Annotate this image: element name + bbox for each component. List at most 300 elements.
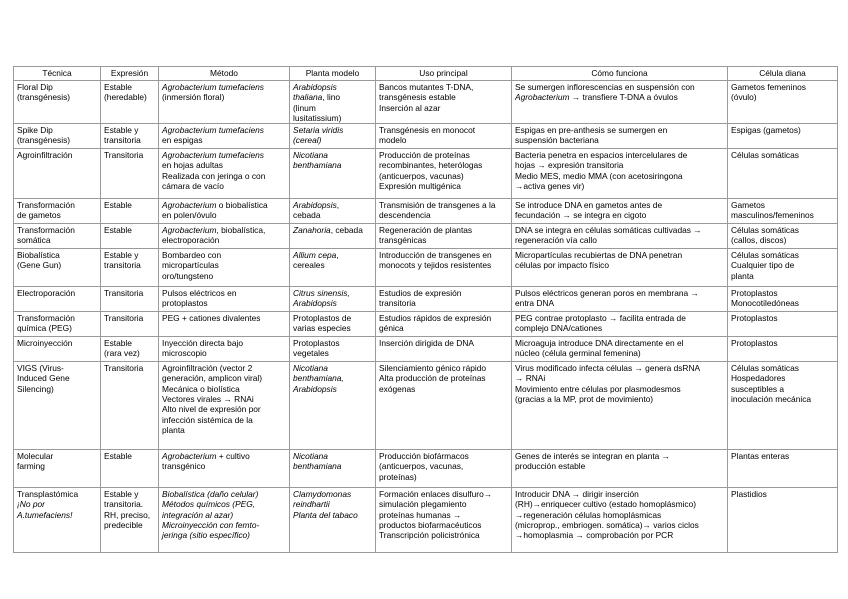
table-cell-metodo	[159, 81, 290, 124]
cell-text: lusitatissium)	[293, 112, 342, 123]
cell-line	[293, 113, 372, 123]
cell-text: Estable	[104, 82, 132, 92]
table-cell-celula-diana	[728, 124, 838, 149]
table-row	[14, 287, 838, 312]
table-cell-uso-principal	[376, 249, 512, 287]
cell-line	[731, 384, 834, 394]
cell-line	[162, 510, 286, 520]
cell-line	[162, 271, 286, 281]
header-planta-modelo: Planta modelo	[290, 67, 376, 81]
cell-text: Gametos	[731, 200, 765, 211]
cell-line	[515, 348, 724, 358]
table-cell-celula-diana	[728, 199, 838, 224]
cell-line	[379, 384, 508, 394]
cell-line	[379, 135, 508, 145]
table-cell-expresion	[101, 362, 159, 450]
cell-text: varias especies	[293, 323, 351, 334]
cell-line	[17, 313, 97, 323]
cell-text: Alta producción de proteínas	[379, 373, 486, 384]
cell-text: Espigas en pre-anthesis se sumergen en	[515, 125, 668, 136]
cell-text: Regeneración de plantas	[379, 225, 473, 236]
cell-text: protoplastos	[162, 298, 208, 309]
cell-text: Cualquier tipo de	[731, 260, 795, 271]
cell-line	[731, 92, 834, 102]
cell-line	[379, 363, 508, 373]
cell-text: infección sistémica de la	[162, 414, 253, 425]
cell-line	[379, 150, 508, 160]
cell-text: proteínas)	[379, 471, 417, 482]
cell-line	[162, 235, 286, 245]
cell-text: Nicotiana	[293, 451, 328, 462]
cell-line	[515, 510, 724, 520]
cell-text: Transformación	[17, 200, 75, 211]
cell-line	[379, 92, 508, 102]
cell-text: Métodos químicos (PEG,	[162, 499, 256, 510]
cell-line	[17, 373, 97, 383]
cell-line	[104, 135, 155, 145]
table-cell-expresion	[101, 287, 159, 312]
table-cell-planta-modelo	[290, 81, 376, 124]
cell-line	[293, 499, 372, 509]
cell-line	[293, 200, 372, 210]
cell-text: simulación plegamiento	[379, 499, 467, 510]
cell-text: (linum	[293, 102, 316, 113]
cell-line	[104, 348, 155, 358]
table-cell-celula-diana	[728, 488, 838, 553]
cell-line	[515, 394, 724, 404]
cell-line	[162, 451, 286, 461]
cell-line	[293, 451, 372, 461]
cell-text: exógenas	[379, 383, 416, 394]
cell-line	[104, 338, 155, 348]
techniques-table-sheet	[13, 66, 837, 553]
cell-text: Transmisión de transgenes a la	[379, 200, 496, 211]
cell-text: (heredable)	[104, 92, 147, 103]
cell-text: Bacteria penetra en espacios intercelulares de	[515, 150, 688, 161]
cell-line	[293, 373, 372, 383]
cell-line	[731, 125, 834, 135]
cell-line	[515, 451, 724, 461]
cell-text: Bombardeo con	[162, 250, 222, 261]
table-cell-planta-modelo	[290, 249, 376, 287]
cell-text: Gametos femeninos	[731, 82, 806, 92]
cell-line	[162, 520, 286, 530]
table-cell-como-funciona	[512, 224, 728, 249]
cell-line	[379, 260, 508, 270]
cell-line	[731, 250, 834, 260]
table-cell-celula-diana	[728, 81, 838, 124]
cell-text: Células somáticas	[731, 225, 799, 236]
cell-text: complejo DNA/cationes	[515, 323, 603, 334]
cell-text: →homoplasmia → comprobación por PCR	[515, 530, 674, 541]
cell-line	[162, 82, 286, 92]
table-cell-uso-principal	[376, 199, 512, 224]
header-expresion: Expresión	[101, 67, 159, 81]
cell-line	[104, 92, 155, 102]
table-cell-metodo	[159, 362, 290, 450]
cell-text: jeringa (sitio específico)	[162, 530, 250, 541]
cell-line	[731, 235, 834, 245]
cell-text: suspensión bacteriana	[515, 135, 599, 146]
cell-text: micropartículas	[162, 260, 219, 271]
cell-text: transitoria	[104, 135, 141, 146]
cell-text: Zanahoria	[293, 225, 331, 236]
cell-line	[379, 181, 508, 191]
cell-line	[379, 451, 508, 461]
table-cell-como-funciona	[512, 312, 728, 337]
cell-text: (callos, discos)	[731, 235, 787, 246]
cell-text: planta	[162, 424, 185, 435]
cell-text: Transformación	[17, 313, 75, 324]
cell-line	[515, 338, 724, 348]
cell-text: DNA se integra en células somáticas cultivadas →	[515, 225, 702, 236]
table-cell-planta-modelo	[290, 124, 376, 149]
cell-text: Introducción de transgenes en	[379, 250, 492, 261]
cell-text: microscopio	[162, 348, 207, 359]
cell-line	[17, 150, 97, 160]
cell-text: Estudios de expresión	[379, 288, 462, 299]
cell-line	[104, 225, 155, 235]
cell-line	[104, 260, 155, 270]
cell-line	[293, 260, 372, 270]
table-cell-metodo	[159, 337, 290, 362]
table-cell-planta-modelo	[290, 450, 376, 488]
cell-text: Arabidopsis	[293, 383, 337, 394]
table-cell-metodo	[159, 450, 290, 488]
table-cell-metodo	[159, 287, 290, 312]
cell-line	[162, 181, 286, 191]
cell-line	[731, 271, 834, 281]
cell-text: Agrobacterium	[162, 451, 217, 462]
table-cell-como-funciona	[512, 362, 728, 450]
cell-text: →activa genes vir)	[515, 181, 585, 192]
cell-text: (Gene Gun)	[17, 260, 62, 271]
cell-text: generación, amplicon viral)	[162, 373, 263, 384]
cell-line	[731, 373, 834, 383]
cell-line	[162, 250, 286, 260]
cell-line	[162, 260, 286, 270]
cell-line	[515, 92, 724, 102]
cell-line	[379, 520, 508, 530]
cell-line	[17, 82, 97, 92]
cell-line	[379, 125, 508, 135]
table-cell-expresion	[101, 124, 159, 149]
cell-line	[515, 210, 724, 220]
table-cell-metodo	[159, 224, 290, 249]
cell-text: transitoria.	[104, 499, 144, 510]
cell-text: reindhartii	[293, 499, 330, 510]
cell-line	[515, 181, 724, 191]
cell-line	[293, 461, 372, 471]
table-cell-como-funciona	[512, 337, 728, 362]
cell-line	[162, 404, 286, 414]
table-cell-tecnica	[14, 199, 101, 224]
table-cell-uso-principal	[376, 312, 512, 337]
cell-line	[515, 323, 724, 333]
table-cell-expresion	[101, 249, 159, 287]
cell-text: electroporación	[162, 235, 220, 246]
cell-line	[731, 489, 834, 499]
table-row	[14, 488, 838, 553]
cell-line	[162, 348, 286, 358]
table-cell-planta-modelo	[290, 224, 376, 249]
cell-line	[162, 530, 286, 540]
cell-line	[731, 313, 834, 323]
cell-line	[515, 225, 724, 235]
cell-text: Micropartículas recubiertas de DNA penetran	[515, 250, 683, 261]
cell-line	[293, 313, 372, 323]
table-cell-celula-diana	[728, 450, 838, 488]
cell-text: Inserción dirigida de DNA	[379, 338, 474, 349]
cell-text: Agrobacterium tumefaciens	[162, 125, 264, 136]
cell-line	[379, 225, 508, 235]
cell-line	[293, 125, 372, 135]
cell-text-suffix: o biobalística	[216, 200, 268, 211]
cell-text: Estable	[104, 200, 132, 211]
cell-line	[104, 250, 155, 260]
cell-text: (inmersión floral)	[162, 92, 225, 103]
table-cell-celula-diana	[728, 149, 838, 199]
cell-text: Protoplastos	[731, 313, 778, 324]
cell-line	[162, 499, 286, 509]
cell-line	[17, 510, 97, 520]
cell-text: en polen/óvulo	[162, 210, 217, 221]
table-cell-tecnica	[14, 81, 101, 124]
cell-text: (transgénesis)	[17, 92, 71, 103]
cell-line	[515, 160, 724, 170]
cell-text: Biobalística (daño celular)	[162, 489, 259, 500]
table-cell-metodo	[159, 149, 290, 199]
cell-line	[379, 210, 508, 220]
cell-line	[104, 82, 155, 92]
cell-line	[17, 363, 97, 373]
cell-text: (anticuerpos, vacunas,	[379, 461, 464, 472]
cell-text: thaliana	[293, 92, 323, 103]
cell-line	[104, 288, 155, 298]
table-cell-celula-diana	[728, 287, 838, 312]
cell-text: Microinyección	[17, 338, 73, 349]
cell-text: PEG + cationes divalentes	[162, 313, 261, 324]
cell-line	[731, 260, 834, 270]
cell-text: Transplastómica	[17, 489, 79, 500]
cell-line	[162, 125, 286, 135]
cell-line	[162, 338, 286, 348]
table-cell-como-funciona	[512, 149, 728, 199]
cell-line	[515, 461, 724, 471]
cell-line	[731, 288, 834, 298]
cell-text: Planta del tabaco	[293, 509, 358, 520]
cell-line	[731, 338, 834, 348]
cell-text: Citrus sinensis,	[293, 288, 350, 299]
table-cell-uso-principal	[376, 450, 512, 488]
table-cell-tecnica	[14, 362, 101, 450]
cell-line	[162, 135, 286, 145]
cell-text: (transgénesis)	[17, 135, 71, 146]
cell-text: vegetales	[293, 348, 329, 359]
cell-text: Pulsos eléctricos en	[162, 288, 237, 299]
cell-text: Pulsos eléctricos generan poros en membrana →	[515, 288, 699, 299]
cell-text: Microaguja introduce DNA directamente en el	[515, 338, 684, 349]
cell-text: Producción de proteínas	[379, 150, 470, 161]
table-row	[14, 149, 838, 199]
cell-line	[515, 260, 724, 270]
table-cell-celula-diana	[728, 362, 838, 450]
cell-line	[731, 298, 834, 308]
cell-text: Producción biofármacos	[379, 451, 469, 462]
table-cell-uso-principal	[376, 149, 512, 199]
table-body	[14, 81, 838, 553]
cell-line	[17, 92, 97, 102]
table-cell-expresion	[101, 337, 159, 362]
cell-line	[379, 288, 508, 298]
cell-line	[515, 313, 724, 323]
cell-text: Estable y	[104, 250, 139, 261]
cell-line	[162, 363, 286, 373]
cell-line	[104, 520, 155, 530]
cell-line	[293, 103, 372, 113]
cell-text: benthamiana	[293, 160, 342, 171]
cell-text: en hojas adultas	[162, 160, 223, 171]
cell-line	[104, 363, 155, 373]
table-cell-metodo	[159, 249, 290, 287]
cell-text: productos biofarmacéuticos	[379, 520, 482, 531]
cell-text: Espigas (gametos)	[731, 125, 801, 136]
cell-text: química (PEG)	[17, 323, 72, 334]
cell-text: Biobalística	[17, 250, 60, 261]
cell-line	[17, 125, 97, 135]
cell-line	[104, 451, 155, 461]
cell-text: Transcripción policistrónica	[379, 530, 480, 541]
cell-text: susceptibles a	[731, 383, 785, 394]
cell-line	[515, 125, 724, 135]
cell-line	[293, 288, 372, 298]
cell-line	[731, 363, 834, 373]
table-cell-expresion	[101, 224, 159, 249]
cell-text: Expresión multigénica	[379, 181, 461, 192]
cell-line	[731, 82, 834, 92]
cell-line	[162, 373, 286, 383]
cell-text: Transformación	[17, 225, 75, 236]
cell-text: modelo	[379, 135, 407, 146]
cell-line	[293, 348, 372, 358]
cell-text: benthamiana,	[293, 373, 344, 384]
cell-line	[379, 510, 508, 520]
cell-text: Molecular	[17, 451, 54, 462]
cell-text: Nicotiana	[293, 150, 328, 161]
cell-line	[162, 489, 286, 499]
cell-line	[17, 200, 97, 210]
cell-line	[162, 394, 286, 404]
cell-line	[293, 135, 372, 145]
cell-text: Silenciamiento génico rápido	[379, 363, 487, 374]
cell-line	[293, 92, 372, 102]
table-cell-expresion	[101, 81, 159, 124]
cell-text: Células somáticas	[731, 150, 799, 161]
cell-line	[17, 250, 97, 260]
cell-text: cebada	[293, 210, 321, 221]
cell-text-suffix: , lino	[322, 92, 341, 103]
cell-text: Estable	[104, 225, 132, 236]
cell-line	[293, 150, 372, 160]
cell-text: Induced Gene	[17, 373, 70, 384]
cell-text-suffix: ,	[336, 250, 339, 261]
cell-text: transgénico	[162, 461, 206, 472]
cell-line	[379, 313, 508, 323]
cell-line	[162, 225, 286, 235]
cell-text: Alto nivel de expresión por	[162, 404, 261, 415]
cell-text: Spike Dip	[17, 125, 53, 136]
cell-text: Se sumergen inflorescencias en suspensión con	[515, 82, 695, 92]
cell-line	[17, 210, 97, 220]
cell-line	[293, 489, 372, 499]
cell-line	[17, 338, 97, 348]
cell-text: inoculación mecánica	[731, 394, 812, 405]
cell-text: Inyección directa bajo	[162, 338, 244, 349]
table-row	[14, 312, 838, 337]
cell-text: (rara vez)	[104, 348, 140, 359]
cell-text: (microprop., embriogen. somática)→ varios ciclos	[515, 520, 699, 531]
cell-line	[515, 520, 724, 530]
cell-text: A.tumefaciens!	[17, 509, 73, 520]
table-cell-tecnica	[14, 337, 101, 362]
cell-text: somática	[17, 235, 51, 246]
cell-line	[162, 160, 286, 170]
cell-line	[379, 298, 508, 308]
cell-line	[515, 235, 724, 245]
cell-line	[162, 425, 286, 435]
table-row	[14, 362, 838, 450]
table-cell-planta-modelo	[290, 337, 376, 362]
cell-line	[293, 250, 372, 260]
cell-line	[379, 461, 508, 471]
table-cell-como-funciona	[512, 124, 728, 149]
table-cell-planta-modelo	[290, 312, 376, 337]
cell-line	[379, 235, 508, 245]
cell-line	[379, 499, 508, 509]
cell-line	[293, 384, 372, 394]
cell-text: regeneración vía callo	[515, 235, 597, 246]
cell-line	[379, 171, 508, 181]
table-row	[14, 249, 838, 287]
cell-text: Arabidopsis	[293, 298, 337, 309]
cell-text: transgénicas	[379, 235, 427, 246]
cell-line	[104, 510, 155, 520]
table-cell-expresion	[101, 312, 159, 337]
cell-line	[515, 288, 724, 298]
cell-line	[162, 92, 286, 102]
cell-line	[379, 489, 508, 499]
cell-text: cámara de vacío	[162, 181, 224, 192]
cell-text: Monocotiledóneas	[731, 298, 799, 309]
table-cell-como-funciona	[512, 287, 728, 312]
table-row	[14, 81, 838, 124]
cell-text: Protoplastos	[731, 288, 778, 299]
cell-line	[731, 210, 834, 220]
cell-text: monocots y tejidos resistentes	[379, 260, 492, 271]
cell-line	[515, 200, 724, 210]
cell-text: oro/tungsteno	[162, 270, 214, 281]
table-cell-tecnica	[14, 488, 101, 553]
cell-text: Agrobacterium tumefaciens	[162, 82, 264, 92]
cell-line	[104, 499, 155, 509]
cell-line	[379, 323, 508, 333]
cell-text: Allium cepa	[293, 250, 337, 261]
cell-text: Arabidopsis	[293, 82, 337, 92]
cell-line	[293, 338, 372, 348]
cell-line	[293, 225, 372, 235]
table-cell-metodo	[159, 124, 290, 149]
table-row	[14, 224, 838, 249]
